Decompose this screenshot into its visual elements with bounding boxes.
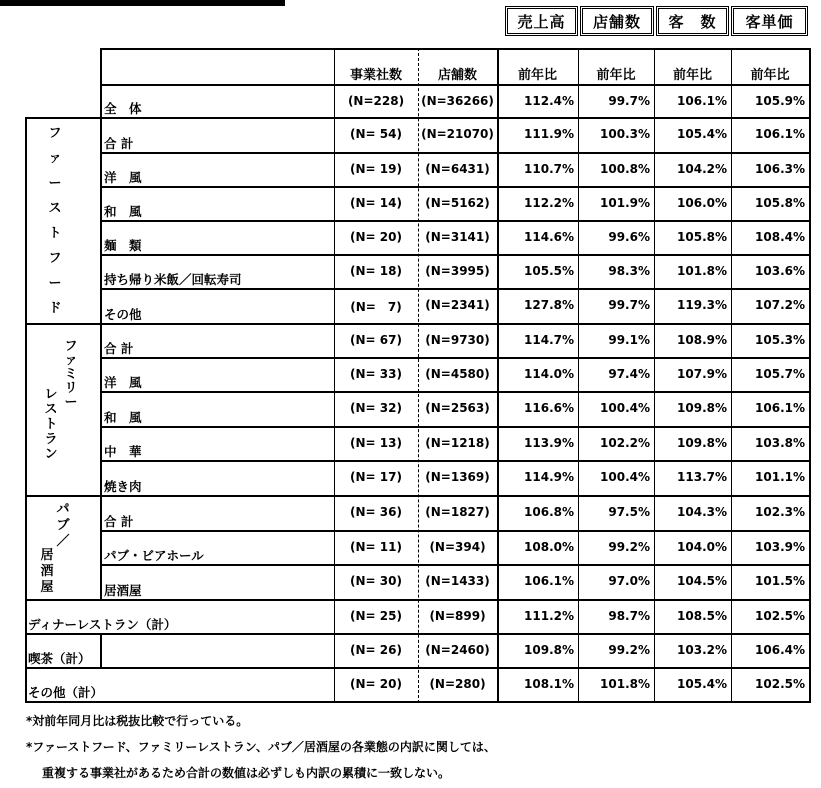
- cell-store_yoy: 99.7%: [608, 298, 650, 312]
- cell-customers: 105.4%: [677, 677, 727, 691]
- cell-store_yoy: 99.7%: [608, 94, 650, 108]
- cell-unit_price: 106.4%: [755, 643, 805, 657]
- header-box-unit-price: 客単価: [731, 6, 808, 36]
- cell-customers: 105.4%: [677, 127, 727, 141]
- group-label-family: ミ: [64, 367, 78, 382]
- cell-sales: 111.2%: [524, 609, 574, 623]
- cell-stores: (N=36266): [421, 94, 494, 108]
- row-border: [100, 564, 809, 566]
- row-border: [25, 701, 809, 703]
- header-box-stores: 店舗数: [580, 6, 654, 36]
- group-label-family: ン: [44, 447, 58, 462]
- group-label-izakaya: 屋: [40, 580, 54, 595]
- row-label: 中 華: [104, 444, 142, 459]
- group-label-pub: ／: [56, 534, 70, 549]
- cell-stores: (N=4580): [425, 367, 490, 381]
- col-header-stores-yoy: 前年比: [596, 68, 636, 83]
- cell-companies: (N= 7): [350, 300, 402, 314]
- row-label: 合 計: [104, 514, 134, 529]
- cell-store_yoy: 100.3%: [600, 127, 650, 141]
- header-box-sales: 売上高: [505, 6, 578, 36]
- cell-stores: (N=3141): [425, 230, 490, 244]
- cell-unit_price: 106.1%: [755, 401, 805, 415]
- cell-customers: 119.3%: [677, 298, 727, 312]
- row-border: [25, 117, 809, 119]
- row-label: 全 体: [104, 101, 142, 116]
- group-label-izakaya: 酒: [40, 564, 54, 579]
- cell-stores: (N=394): [429, 540, 486, 554]
- row-border: [100, 460, 809, 462]
- row-label: 持ち帰り米飯／回転寿司: [104, 272, 242, 287]
- cell-unit_price: 102.5%: [755, 677, 805, 691]
- col-header-unit-price-yoy: 前年比: [750, 68, 790, 83]
- cell-store_yoy: 99.1%: [608, 333, 650, 347]
- cell-stores: (N=2341): [425, 298, 490, 312]
- cell-unit_price: 103.6%: [755, 264, 805, 278]
- row-label: 焼き肉: [104, 479, 142, 494]
- group-label-family: フ: [64, 339, 78, 354]
- cell-unit_price: 102.5%: [755, 609, 805, 623]
- cell-unit_price: 105.9%: [755, 94, 805, 108]
- cell-stores: (N=1433): [425, 574, 490, 588]
- cell-stores: (N=1827): [425, 505, 490, 519]
- cell-companies: (N= 25): [350, 609, 402, 623]
- cell-sales: 105.5%: [524, 264, 574, 278]
- cell-stores: (N=280): [429, 677, 486, 691]
- cell-unit_price: 101.1%: [755, 470, 805, 484]
- cell-sales: 106.8%: [524, 505, 574, 519]
- cell-stores: (N=6431): [425, 162, 490, 176]
- cell-store_yoy: 100.4%: [600, 401, 650, 415]
- row-label: その他: [104, 307, 142, 322]
- header-bottom-border: [100, 84, 809, 86]
- cell-store_yoy: 97.0%: [608, 574, 650, 588]
- group-label-family: ァ: [64, 353, 78, 368]
- row-border: [100, 357, 809, 359]
- cell-sales: 109.8%: [524, 643, 574, 657]
- cell-customers: 108.5%: [677, 609, 727, 623]
- cell-companies: (N= 32): [350, 401, 402, 415]
- cell-store_yoy: 98.3%: [608, 264, 650, 278]
- group-label-fastfood: ス: [48, 201, 62, 216]
- row-border: [25, 495, 809, 497]
- cell-unit_price: 102.3%: [755, 505, 805, 519]
- cell-customers: 103.2%: [677, 643, 727, 657]
- cell-customers: 104.3%: [677, 505, 727, 519]
- cell-customers: 108.9%: [677, 333, 727, 347]
- cell-store_yoy: 97.5%: [608, 505, 650, 519]
- cell-customers: 104.2%: [677, 162, 727, 176]
- cell-companies: (N= 33): [350, 367, 402, 381]
- group-label-family: リ: [64, 381, 78, 396]
- cell-stores: (N=3995): [425, 264, 490, 278]
- cell-store_yoy: 98.7%: [608, 609, 650, 623]
- top-rule: [0, 0, 285, 6]
- cell-stores: (N=21070): [421, 127, 494, 141]
- cell-sales: 127.8%: [524, 298, 574, 312]
- cell-sales: 111.9%: [524, 127, 574, 141]
- group-divider: [100, 48, 102, 601]
- cell-unit_price: 105.7%: [755, 367, 805, 381]
- cell-stores: (N=1218): [425, 436, 490, 450]
- cell-store_yoy: 99.2%: [608, 540, 650, 554]
- cell-stores: (N=2563): [425, 401, 490, 415]
- note-2: *ファーストフード、ファミリーレストラン、パブ／居酒屋の各業態の内訳に関しては、: [26, 740, 496, 754]
- cell-customers: 113.7%: [677, 470, 727, 484]
- cell-unit_price: 106.3%: [755, 162, 805, 176]
- cell-sales: 108.1%: [524, 677, 574, 691]
- row-border: [100, 254, 809, 256]
- cell-stores: (N=2460): [425, 643, 490, 657]
- group-label-fastfood: ー: [48, 176, 62, 191]
- col-header-sales-yoy: 前年比: [517, 68, 557, 83]
- cell-companies: (N= 13): [350, 436, 402, 450]
- cell-companies: (N= 19): [350, 162, 402, 176]
- group-label-fastfood: フ: [48, 251, 62, 266]
- cell-sales: 114.0%: [524, 367, 574, 381]
- cell-sales: 116.6%: [524, 401, 574, 415]
- cell-customers: 109.8%: [677, 436, 727, 450]
- cell-companies: (N= 17): [350, 470, 402, 484]
- cell-stores: (N=899): [429, 609, 486, 623]
- group-label-fastfood: ァ: [48, 151, 62, 166]
- cell-companies: (N= 54): [350, 127, 402, 141]
- cell-companies: (N= 26): [350, 643, 402, 657]
- row-label: 合 計: [104, 136, 134, 151]
- cell-store_yoy: 100.8%: [600, 162, 650, 176]
- cell-store_yoy: 101.8%: [600, 677, 650, 691]
- col-header-customers-yoy: 前年比: [672, 68, 712, 83]
- cell-store_yoy: 99.6%: [608, 230, 650, 244]
- cell-sales: 108.0%: [524, 540, 574, 554]
- row-label: ディナーレストラン（計）: [28, 617, 177, 632]
- cell-customers: 109.8%: [677, 401, 727, 415]
- row-label: 合 計: [104, 341, 134, 356]
- cell-store_yoy: 102.2%: [600, 436, 650, 450]
- row-border: [100, 288, 809, 290]
- cell-customers: 107.9%: [677, 367, 727, 381]
- row-border: [100, 152, 809, 154]
- cell-store_yoy: 99.2%: [608, 643, 650, 657]
- cell-sales: 110.7%: [524, 162, 574, 176]
- group-label-pub: ブ: [56, 518, 70, 533]
- cell-companies: (N= 36): [350, 505, 402, 519]
- row-label: 和 風: [104, 410, 142, 425]
- table-right-border: [809, 48, 811, 703]
- cell-companies: (N= 11): [350, 540, 402, 554]
- cell-store_yoy: 100.4%: [600, 470, 650, 484]
- row-border: [25, 323, 809, 325]
- row-label: その他（計）: [28, 685, 104, 700]
- row-label: 居酒屋: [104, 583, 142, 598]
- cell-unit_price: 101.5%: [755, 574, 805, 588]
- cell-unit_price: 103.9%: [755, 540, 805, 554]
- col-header-companies: 事業社数: [349, 68, 402, 83]
- cell-customers: 101.8%: [677, 264, 727, 278]
- cell-sales: 114.6%: [524, 230, 574, 244]
- cell-customers: 104.0%: [677, 540, 727, 554]
- group-label-fastfood: フ: [48, 126, 62, 141]
- note-1: *対前年同月比は税抜比較で行っている。: [26, 714, 249, 728]
- cell-unit_price: 107.2%: [755, 298, 805, 312]
- header-box-customers: 客 数: [656, 6, 729, 36]
- row-label: 和 風: [104, 204, 142, 219]
- col-header-stores: 店舗数: [437, 68, 477, 83]
- cell-customers: 106.1%: [677, 94, 727, 108]
- cell-unit_price: 106.1%: [755, 127, 805, 141]
- cell-companies: (N= 18): [350, 264, 402, 278]
- cell-unit_price: 105.8%: [755, 196, 805, 210]
- cell-store_yoy: 101.9%: [600, 196, 650, 210]
- group-label-pub: パ: [56, 502, 70, 517]
- row-label: 洋 風: [104, 375, 142, 390]
- cell-store_yoy: 97.4%: [608, 367, 650, 381]
- group-label-family: ト: [44, 417, 58, 432]
- table-left-border: [25, 117, 27, 703]
- row-label: 洋 風: [104, 170, 142, 185]
- row-border: [25, 667, 809, 669]
- cell-stores: (N=5162): [425, 196, 490, 210]
- group-label-fastfood: ド: [48, 301, 62, 316]
- row-label: パブ・ビアホール: [104, 548, 204, 563]
- cell-customers: 104.5%: [677, 574, 727, 588]
- kissa-divider: [100, 633, 102, 669]
- row-border: [100, 186, 809, 188]
- group-label-fastfood: ー: [48, 276, 62, 291]
- cell-customers: 105.8%: [677, 230, 727, 244]
- cell-sales: 112.4%: [524, 94, 574, 108]
- cell-sales: 114.7%: [524, 333, 574, 347]
- row-border: [100, 530, 809, 532]
- cell-companies: (N=228): [347, 94, 405, 108]
- group-label-family: ラ: [44, 432, 58, 447]
- cell-unit_price: 108.4%: [755, 230, 805, 244]
- cell-stores: (N=9730): [425, 333, 490, 347]
- cell-sales: 113.9%: [524, 436, 574, 450]
- row-border: [25, 599, 809, 601]
- row-border: [100, 426, 809, 428]
- cell-sales: 112.2%: [524, 196, 574, 210]
- table-top-border: [100, 48, 809, 50]
- cell-sales: 114.9%: [524, 470, 574, 484]
- row-label: 喫茶（計）: [28, 651, 91, 666]
- row-border: [100, 220, 809, 222]
- group-label-family: ー: [64, 395, 78, 410]
- note-3: 重複する事業社があるため合計の数値は必ずしも内訳の累積に一致しない。: [42, 766, 451, 780]
- group-label-fastfood: ト: [48, 226, 62, 241]
- group-label-izakaya: 居: [40, 548, 54, 563]
- cell-unit_price: 105.3%: [755, 333, 805, 347]
- cell-companies: (N= 14): [350, 196, 402, 210]
- cell-companies: (N= 30): [350, 574, 402, 588]
- row-border: [25, 633, 809, 635]
- cell-companies: (N= 20): [350, 230, 402, 244]
- cell-companies: (N= 67): [350, 333, 402, 347]
- cell-companies: (N= 20): [350, 677, 402, 691]
- group-label-family: レ: [44, 387, 58, 402]
- cell-unit_price: 103.8%: [755, 436, 805, 450]
- group-label-family: ス: [44, 402, 58, 417]
- row-label: 麺 類: [104, 238, 142, 253]
- row-border: [100, 391, 809, 393]
- cell-customers: 106.0%: [677, 196, 727, 210]
- cell-stores: (N=1369): [425, 470, 490, 484]
- cell-sales: 106.1%: [524, 574, 574, 588]
